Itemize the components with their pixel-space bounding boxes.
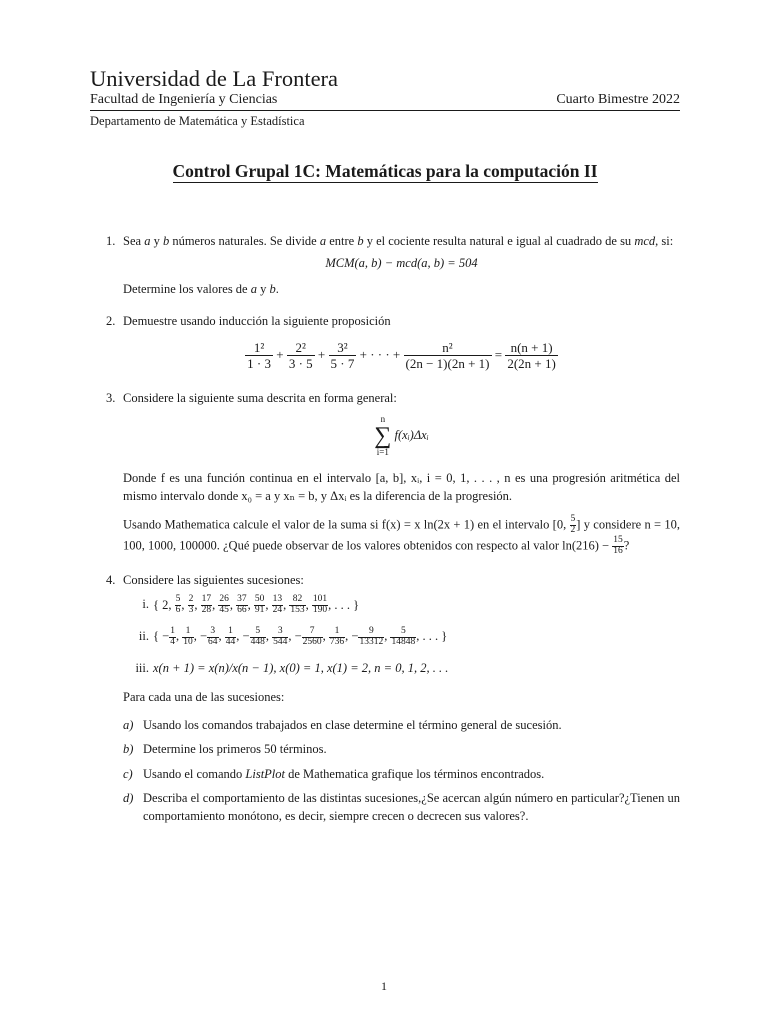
summation-symbol: n ∑ i=1 xyxy=(374,413,392,457)
sequence-fraction: $\frac{5}{14848}$ xyxy=(391,626,416,648)
sequence-fraction: $\frac{1}{10}$ xyxy=(183,626,193,648)
sequence-3-definition: x(n + 1) = x(n)/x(n − 1), x(0) = 1, x(1) = 2, n = 0, 1, 2, . . . xyxy=(153,661,449,676)
sequence-3: iii. x(n + 1) = x(n)/x(n − 1), x(0) = 1, x(1) = 2, n = 0, 1, 2, . . . xyxy=(135,661,449,676)
sequence-1: i. { 2, $\frac{5}{6}$ , $\frac{2}{3}$ , $\frac{17}{28}$ , $\frac{26}{45}$ , $\frac{37}{66}$ , $\frac{50}{91}$ , $\frac{13}{24}$ , $\frac{82}{153}$ , $\frac{101}{190}$ , . . . } xyxy=(142,594,360,616)
task-b: b) Determine los primeros 50 términos. xyxy=(123,742,327,757)
sequence-fraction: $\frac{26}{45}$ xyxy=(219,594,229,616)
exam-page xyxy=(90,66,680,839)
fraction-result: $\frac{n(n + 1)}{2(2n + 1)}$ xyxy=(507,339,556,372)
sequence-fraction: $\frac{101}{190}$ xyxy=(312,594,328,616)
sequence-fraction: $\frac{3}{64}$ xyxy=(208,626,218,648)
sequence-fraction: $\frac{5}{6}$ xyxy=(175,594,181,616)
sequence-fraction: $\frac{1}{4}$ xyxy=(170,626,175,648)
sequence-fraction: $\frac{1}{44}$ xyxy=(225,626,236,648)
problem-4 xyxy=(90,571,680,825)
problem-number: 2. xyxy=(106,314,116,329)
sequence-2: ii. { − $\frac{1}{4}$ , $\frac{1}{10}$ , − $\frac{3}{64}$ , $\frac{1}{44}$ , − $\frac{5}{448}$ , $\frac{3}{544}$ , − $\frac{7}{2560}$ , $\frac{1}{736}$ , − $\frac{9}{13312}$ , $\frac{5}{14848}$ , . . . } xyxy=(138,626,448,648)
fraction-term-1: $\frac{\text{1²}}{1 \cdot 3}$ xyxy=(247,339,271,372)
sequence-fraction: $\frac{17}{28}$ xyxy=(201,594,212,616)
task-a: a) Usando los comandos trabajados en clase determine el término general de sucesión. xyxy=(123,718,562,733)
problem-text: Sea a y b números naturales. Se divide a entre b y el cociente resulta natural e igual al cuadrado de su mcd, si: xyxy=(123,234,674,248)
equation: MCM(a, b) − mcd(a, b) = 504 xyxy=(325,256,478,271)
page-number: 1 xyxy=(381,979,387,993)
problem-1 xyxy=(90,232,680,298)
department-name: Departamento de Matemática y Estadística xyxy=(90,114,305,128)
exam-title: Control Grupal 1C: Matemáticas para la computación II xyxy=(172,161,598,181)
fraction-term-2: $\frac{\text{2²}}{3 \cdot 5}$ xyxy=(288,339,313,372)
fraction-general-term: $\frac{\text{n²}}{(2n - 1)(2n + 1)}$ xyxy=(405,339,490,372)
problem-number: 1. xyxy=(106,234,116,248)
problem-question: Determine los valores de a y b. xyxy=(123,282,279,297)
sequence-fraction: $\frac{82}{153}$ xyxy=(290,594,305,616)
task-c: c) Usando el comando ListPlot de Mathematica grafique los términos encontrados. xyxy=(123,766,545,781)
sequence-fraction: $\frac{37}{66}$ xyxy=(237,594,247,616)
sequence-2-terms: { − $\frac{1}{4}$ , $\frac{1}{10}$ , − $\frac{3}{64}$ , $\frac{1}{44}$ , − $\frac{5}{448}$ , $\frac{3}{544}$ , − $\frac{7}{2560}$ , $\frac{1}{736}$ , − $\frac{9}{13312}$ , $\frac{5}{14848}$ , . . . } xyxy=(153,626,448,648)
sequence-1-terms: { 2, $\frac{5}{6}$ , $\frac{2}{3}$ , $\frac{17}{28}$ , $\frac{26}{45}$ , $\frac{37}{66}$ , $\frac{50}{91}$ , $\frac{13}{24}$ , $\frac{82}{153}$ , $\frac{101}{190}$ , . . . } xyxy=(153,594,360,616)
fraction-term-3: $\frac{\text{3²}}{5 \cdot 7}$ xyxy=(330,339,355,372)
task-d: d) Describa el comportamiento de las distintas sucesiones,¿Se acercan algún número en particular?¿Tienen un comportamiento monótono, es decir, siempre crecen o decrecen sus valores?. xyxy=(123,790,680,823)
problem-2 xyxy=(90,312,680,370)
sequence-fraction: $\frac{5}{448}$ xyxy=(250,626,265,648)
header-rule xyxy=(90,110,680,111)
riemann-sum: n ∑ i=1 f(xᵢ)Δxᵢ xyxy=(374,413,429,457)
problem-list xyxy=(90,232,680,825)
term-label: Cuarto Bimestre 2022 xyxy=(556,92,680,107)
problem-number: 3. xyxy=(106,390,116,405)
faculty-name: Facultad de Ingeniería y Ciencias xyxy=(90,92,278,107)
task-list xyxy=(123,716,680,825)
problem-number: 4. xyxy=(106,573,116,588)
sequence-fraction: $\frac{7}{2560}$ xyxy=(302,626,322,648)
sequence-fraction: $\frac{3}{544}$ xyxy=(273,626,288,648)
sequence-list xyxy=(123,595,680,677)
sequence-fraction: $\frac{2}{3}$ xyxy=(188,594,194,616)
problem-paragraph-1: Donde f es una función continua en el intervalo [a, b], xᵢ, i = 0, 1, . . . , n es una progresión aritmética del mismo intervalo donde x₀ = a y xₙ = b, y Δxᵢ es la diferencia de la progresión. xyxy=(123,470,680,504)
problem-text: Considere las siguientes sucesiones: xyxy=(123,573,304,588)
problem-text: Considere la siguiente suma descrita en forma general: xyxy=(123,390,397,405)
problem-paragraph-2: Usando Mathematica calcule el valor de la suma si f(x) = x ln(2x + 1) en el intervalo [0, $\frac{5}{2}$ ] y considere n = 10, 100, 1000, 100000. ¿Qué puede observar de los valores obtenidos con respecto al valor ln(216) − $\frac{15}{16}$ ? xyxy=(123,514,680,557)
header-row xyxy=(90,92,680,108)
sequence-fraction: $\frac{9}{13312}$ xyxy=(359,626,384,648)
induction-formula: $\frac{\text{1²}}{1 \cdot 3}$ + $\frac{\text{2²}}{3 \cdot 5}$ + $\frac{\text{3²}}{5 \cdot 7}$ + · · · + $\frac{\text{n²}}{(2n - 1)(2n + 1)}$ = $\frac{n(n + 1)}{2(2n + 1)}$ xyxy=(247,339,556,372)
problem-text: Demuestre usando inducción la siguiente proposición xyxy=(123,314,391,329)
problem-3 xyxy=(90,389,680,557)
sequence-fraction: $\frac{13}{24}$ xyxy=(272,594,283,616)
sequence-fraction: $\frac{1}{736}$ xyxy=(329,626,345,648)
problem-instruction: Para cada una de las sucesiones: xyxy=(123,690,285,705)
university-name: Universidad de La Frontera xyxy=(90,66,339,91)
sequence-fraction: $\frac{50}{91}$ xyxy=(254,594,265,616)
